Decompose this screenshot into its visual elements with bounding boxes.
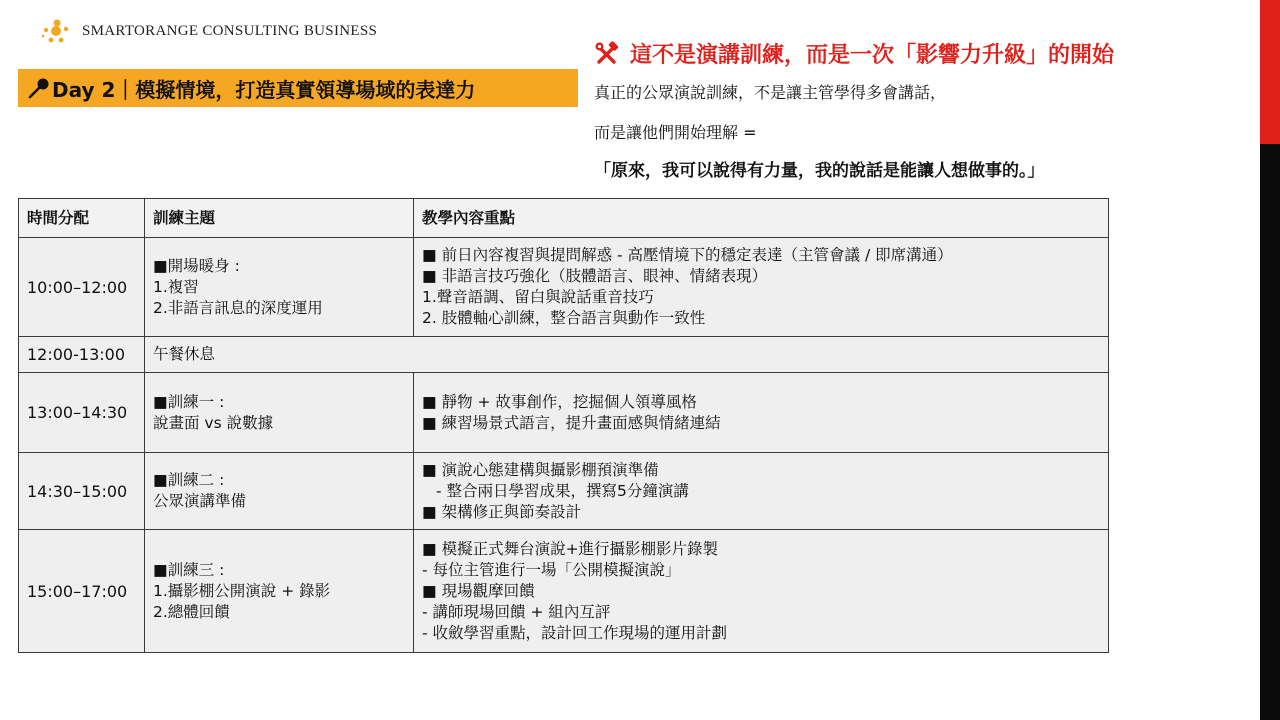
content-line: ■ 前日內容複習與提問解惑 - 高壓情境下的穩定表達（主管會議 / 即席溝通） <box>422 246 953 264</box>
content-line: ■ 非語言技巧強化（肢體語言、眼神、情緒表現） <box>422 267 768 285</box>
topic-line: ■訓練一 : <box>153 392 225 411</box>
intro-line-1: 真正的公眾演說訓練，不是讓主管學得多會講話， <box>594 83 947 102</box>
content-line: ■ 靜物 + 故事創作，挖掘個人領導風格 <box>422 392 697 411</box>
schedule-table <box>18 198 1109 653</box>
row-time: 15:00–17:00 <box>19 530 145 653</box>
day-banner-title: Day 2｜模擬情境，打造真實領導場域的表達力 <box>52 77 476 102</box>
row-content <box>414 453 1109 530</box>
row-topic: 午餐休息 <box>145 337 1109 373</box>
header-content: 教學內容重點 <box>414 199 1109 238</box>
content-line: - 講師現場回饋 + 組內互評 <box>422 602 611 621</box>
content-line: - 收斂學習重點，設計回工作現場的運用計劃 <box>422 623 728 642</box>
orange-figure-logo-icon <box>40 17 70 45</box>
row-time: 12:00-13:00 <box>19 337 145 373</box>
header-time: 時間分配 <box>19 199 145 238</box>
row-topic <box>145 453 414 530</box>
topic-line: 說畫面 vs 說數據 <box>153 413 274 432</box>
headline-text: 這不是演講訓練，而是一次「影響力升級」的開始 <box>630 43 1115 68</box>
table-row <box>19 373 1109 453</box>
row-content <box>414 530 1109 653</box>
content-line: ■ 練習場景式語言，提升畫面感與情緒連結 <box>422 413 721 432</box>
content-line: - 每位主管進行一場「公開模擬演說」 <box>422 560 681 579</box>
content-line: ■ 模擬正式舞台演說+進行攝影棚影片錄製 <box>422 539 719 558</box>
content-line: 1.聲音語調、留白與說話重音技巧 <box>422 288 654 306</box>
content-line: ■ 架構修正與節奏設計 <box>422 502 582 521</box>
brand-name: SMARTORANGE CONSULTING BUSINESS <box>82 22 378 39</box>
content-line: ■ 演說心態建構與攝影棚預演準備 <box>422 460 659 479</box>
topic-line: ■開場暖身 : <box>153 256 240 275</box>
day-banner <box>18 69 578 107</box>
tools-icon <box>594 41 620 67</box>
row-content <box>414 373 1109 453</box>
row-time: 10:00–12:00 <box>19 238 145 337</box>
content-line: ■ 現場觀摩回饋 <box>422 581 535 600</box>
edge-accent-red <box>1260 0 1280 144</box>
headline <box>594 38 1114 69</box>
topic-line: ■訓練三 : <box>153 560 225 579</box>
row-topic <box>145 238 414 337</box>
table-row <box>19 238 1109 337</box>
row-content <box>414 238 1109 337</box>
table-row <box>19 530 1109 653</box>
row-time: 14:30–15:00 <box>19 453 145 530</box>
content-line: 2. 肢體軸心訓練，整合語言與動作一致性 <box>422 309 706 327</box>
row-topic <box>145 530 414 653</box>
brand-header <box>40 17 377 45</box>
row-topic <box>145 373 414 453</box>
table-header-row <box>19 199 1109 238</box>
row-time: 13:00–14:30 <box>19 373 145 453</box>
topic-line: 1.攝影棚公開演說 + 錄影 <box>153 581 331 600</box>
header-topic: 訓練主題 <box>145 199 414 238</box>
table-row <box>19 337 1109 373</box>
topic-line: ■訓練二 : <box>153 471 225 489</box>
table-row <box>19 453 1109 530</box>
content-line: - 整合兩日學習成果，撰寫5分鐘演講 <box>436 481 689 500</box>
topic-line: 公眾演講準備 <box>153 492 247 510</box>
edge-accent-black <box>1260 144 1280 720</box>
pin-icon <box>28 77 50 99</box>
intro-line-3: 「原來，我可以說得有力量，我的說話是能讓人想做事的。」 <box>594 161 1045 181</box>
topic-line: 2.非語言訊息的深度運用 <box>153 298 323 317</box>
topic-line: 2.總體回饋 <box>153 602 230 621</box>
intro-line-2: 而是讓他們開始理解 = <box>594 123 757 142</box>
topic-line: 1.複習 <box>153 277 199 296</box>
